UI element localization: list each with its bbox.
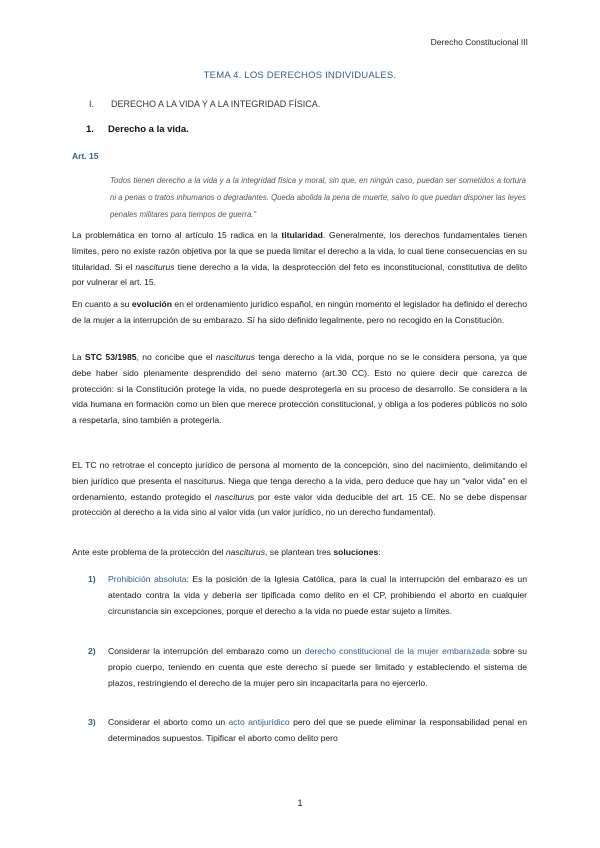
text-run: tiene derecho a la vida, la desprotección del feto es inconstitucional, constitutiva de delito por vulnerar el art. 15.	[72, 261, 527, 288]
highlight-term: derecho constitucional de la mujer embarazada	[304, 646, 490, 656]
highlight-term: acto antijurídico	[228, 717, 290, 727]
list-item-text	[108, 644, 527, 691]
text-run: :	[378, 547, 381, 557]
list-marker: 3)	[88, 717, 96, 727]
list-item	[88, 644, 527, 691]
running-header: Derecho Constitucional III	[430, 37, 528, 47]
italic-term: nasciturus	[215, 352, 256, 362]
text-run: EL TC no retrotrae el concepto jurídico de persona al momento de la concepción, sino del nacimiento, delimitando el bien jurídico que presenta el nasciturus. Niega que tenga derecho a la vida, pero deduce que hay un “valor vida” en el ordenamiento, estando protegido el	[72, 460, 527, 502]
italic-term: nasciturus	[215, 491, 255, 502]
text-run: En cuanto a su	[72, 299, 132, 309]
subsection-number: 1.	[86, 124, 94, 135]
text-run: Ante este problema de la protección del	[72, 547, 226, 557]
list-marker: 2)	[88, 646, 96, 656]
text-run: sobre su propio cuerpo, teniendo en cuenta que este derecho sí puede ser limitado y estableciendo el sistema de plazos, restringiendo el derecho de la mujer pero sin incapacitarla para no ejercerlo.	[108, 646, 527, 688]
list-item-text	[108, 572, 527, 619]
text-run: , se plantean tres	[265, 547, 334, 557]
text-run: : Es la posición de la Iglesia Católica, para la cual la interrupción del embarazo es un atentado contra la vida y debería ser tipificada como delito en el CP, prohibiendo el aborto en cualquier circunstancia sin excepciones, porque el derecho a la vida no puede estar sujeto a límites.	[108, 574, 527, 616]
article-label: Art. 15	[72, 151, 99, 161]
text-run: La	[72, 352, 85, 362]
text-run: . Generalmente, los derechos fundamentales tienen límites, pero no existe razón objetiva por la que se pueda limitar el derecho a la vida, lo cual tiene consecuencias en su titularidad. Si el	[72, 230, 527, 272]
list-item-text	[108, 715, 527, 747]
text-run: pero del que se puede eliminar la responsabilidad penal en determinados supuestos. Tipificar el aborto como delito pero	[108, 717, 527, 743]
text-run: Considerar el aborto como un	[108, 717, 229, 727]
bold-term: soluciones	[333, 547, 379, 557]
paragraph-titularidad	[72, 228, 527, 291]
subsection-heading	[86, 124, 189, 135]
page-number: 1	[297, 798, 303, 809]
text-run: por este valor vida deducible del art. 15 CE. No se debe dispensar protección al derecho a la vida sino al valor vida (un valor jurídico, no un derecho fundamental).	[72, 491, 527, 518]
text-run: tenga derecho a la vida, porque no se le considera persona, ya que debe haber sido plenamente desprendido del seno materno (art.30 CC). Esto no quiere decir que carezca de protección: si la Constitución protege la vida, no puede desprotegerla en su proceso de desarrollo. Se considera a la vida humana en formación como un bien que merece protección constitucional, y obliga a los poderes públicos no solo a respetarla, sino también a protegerla.	[72, 352, 527, 426]
article-quote: Todos tienen derecho a la vida y a la integridad física y moral, sin que, en ningún caso, puedan ser sometidos a tortura ni a penas o tratos inhumanos o degradantes. Queda abolida la pena de muerte, salvo lo que puedan disponer las leyes penales militares para tiempos de guerra.”	[110, 176, 526, 219]
section-text: DERECHO A LA VIDA Y A LA INTEGRIDAD FÍSICA.	[111, 99, 321, 109]
list-item	[88, 715, 527, 747]
italic-term: nasciturus	[135, 261, 175, 272]
section-number: I.	[89, 99, 95, 109]
bold-term: STC 53/1985	[84, 352, 137, 362]
text-run: Considerar la interrupción del embarazo como un	[108, 646, 305, 656]
highlight-term: Prohibición absoluta	[108, 574, 187, 584]
bold-term: evolución	[131, 299, 172, 309]
chapter-title: TEMA 4. LOS DERECHOS INDIVIDUALES.	[203, 70, 397, 81]
subsection-text: Derecho a la vida.	[108, 124, 189, 135]
text-run: , no concibe que el	[136, 352, 216, 362]
paragraph-evolucion	[72, 297, 527, 329]
text-run: La problemática en torno al artículo 15 radica en la	[72, 230, 282, 240]
list-marker: 1)	[88, 574, 96, 584]
italic-term: nasciturus	[225, 547, 265, 557]
paragraph-soluciones	[72, 545, 527, 561]
paragraph-tc	[72, 458, 527, 521]
text-run: en el ordenamiento jurídico español, en ningún momento el legislador ha definido el derecho de la mujer a la interrupción de su embarazo. Sí ha sido definido legalmente, pero no recogido en la Constitución.	[72, 299, 527, 325]
section-heading	[89, 99, 320, 109]
list-item	[88, 572, 527, 619]
bold-term: titularidad	[281, 230, 323, 240]
paragraph-stc	[72, 350, 527, 429]
